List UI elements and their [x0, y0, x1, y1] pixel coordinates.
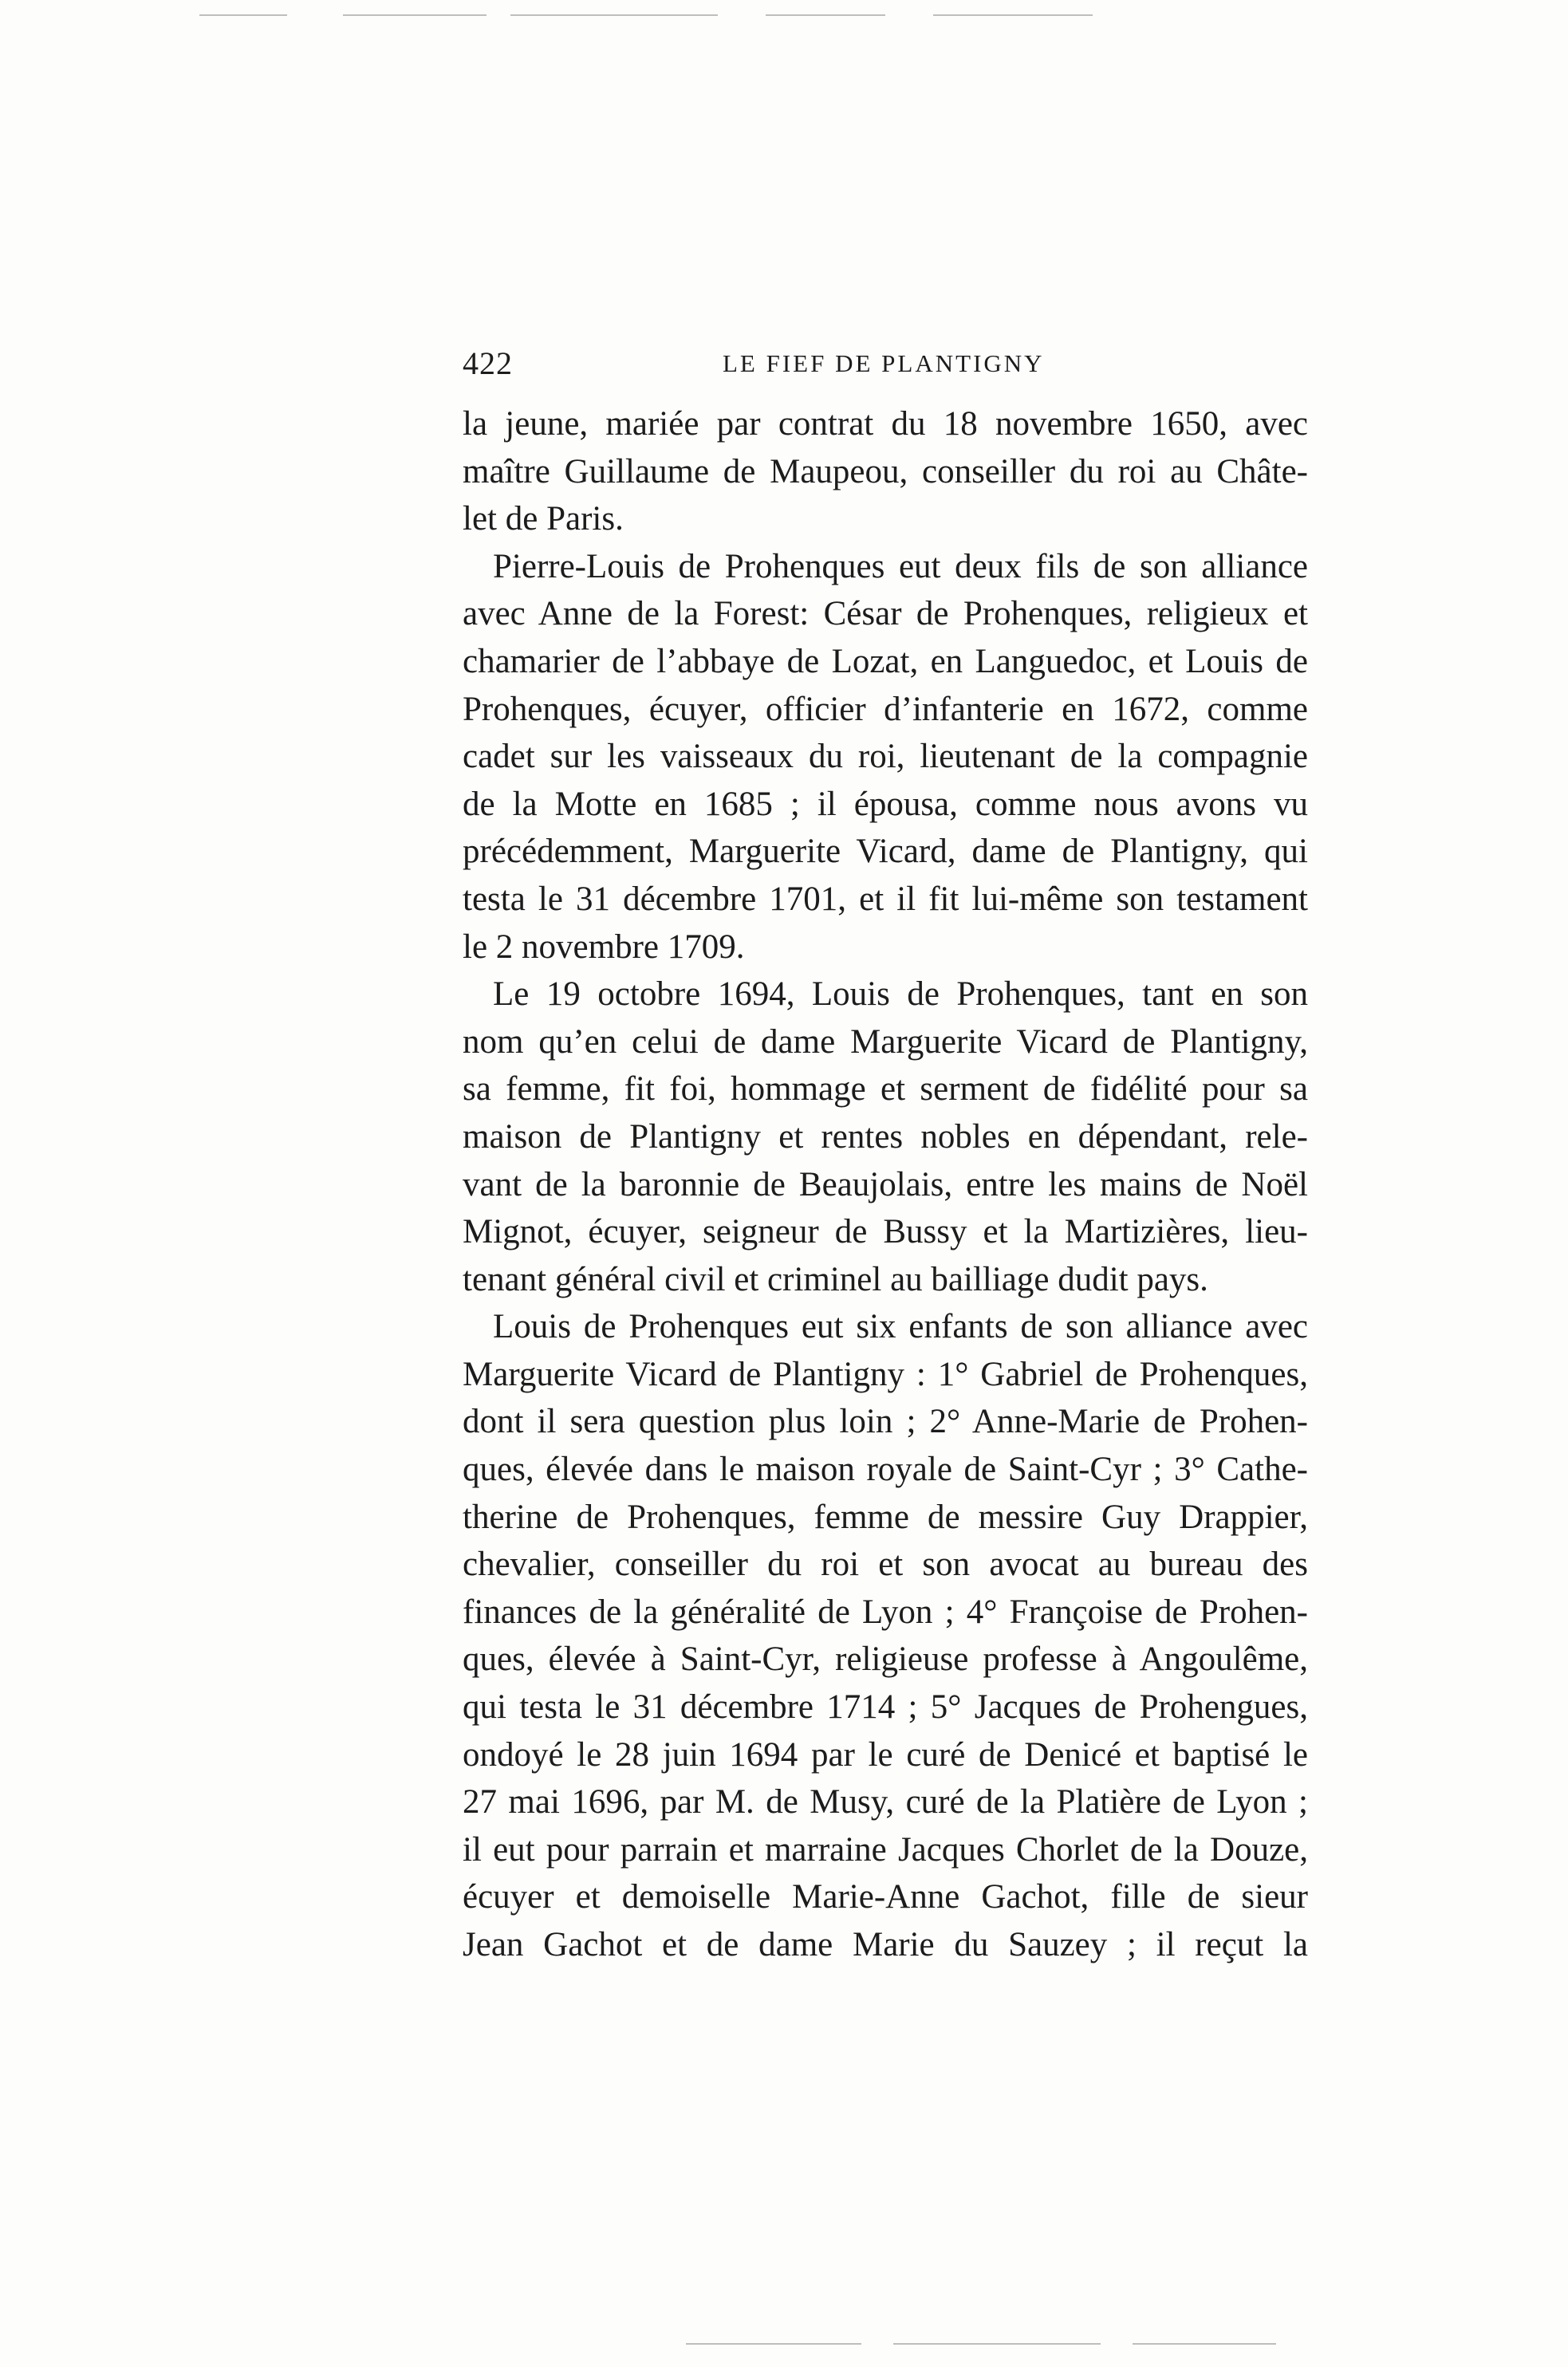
text-line: let de Paris.: [463, 500, 624, 538]
scan-mark-bottom: [1133, 2343, 1276, 2345]
scan-mark-top: [933, 14, 1093, 16]
text-line: maître Guillaume de Maupeou, conseiller du roi au Châte-: [463, 452, 1308, 490]
text-line: sa femme, fit foi, hommage et serment de fidélité pour sa: [463, 1070, 1308, 1109]
text-line: Jean Gachot et de dame Marie du Sauzey ; il reçut la: [463, 1926, 1308, 1963]
text-line: cadet sur les vaisseaux du roi, lieutenant de la compagnie: [463, 738, 1308, 776]
text-line: ondoyé le 28 juin 1694 par le curé de Denicé et baptisé le: [463, 1735, 1308, 1774]
text-line: dont il sera question plus loin ; 2° Anne-Marie de Prohen-: [463, 1403, 1308, 1441]
text-line: Pierre-Louis de Prohenques eut deux fils de son alliance: [493, 547, 1308, 585]
scan-mark-top: [343, 14, 487, 16]
text-line: qui testa le 31 décembre 1714 ; 5° Jacques de Prohengues,: [463, 1688, 1308, 1727]
text-line: maison de Plantigny et rentes nobles en dépendant, rele-: [463, 1117, 1308, 1156]
text-line: écuyer et demoiselle Marie-Anne Gachot, fille de sieur: [463, 1878, 1308, 1916]
text-line: chamarier de l’abbaye de Lozat, en Languedoc, et Louis de: [463, 642, 1308, 680]
text-line: Mignot, écuyer, seigneur de Bussy et la Martizières, lieu-: [463, 1213, 1308, 1251]
scan-mark-top: [510, 14, 718, 16]
text-line: Louis de Prohenques eut six enfants de son alliance avec: [493, 1308, 1308, 1346]
running-head: [463, 345, 1308, 392]
text-line: nom qu’en celui de dame Marguerite Vicard de Plantigny,: [463, 1022, 1308, 1061]
text-line: ques, élevée à Saint-Cyr, religieuse professe à Angoulême,: [463, 1640, 1308, 1679]
text-line: avec Anne de la Forest: César de Prohenques, religieux et: [463, 595, 1308, 633]
text-line: Marguerite Vicard de Plantigny : 1° Gabriel de Prohenques,: [463, 1355, 1308, 1393]
text-line: le 2 novembre 1709.: [463, 928, 745, 966]
scan-mark-bottom: [893, 2343, 1101, 2345]
scan-mark-top: [766, 14, 885, 16]
text-line: Prohenques, écuyer, officier d’infanterie en 1672, comme: [463, 690, 1308, 728]
page-number: 422: [463, 345, 513, 381]
text-line: précédemment, Marguerite Vicard, dame de Plantigny, qui: [463, 833, 1308, 871]
text-line: la jeune, mariée par contrat du 18 novembre 1650, avec: [463, 405, 1308, 443]
text-line: tenant général civil et criminel au bailliage dudit pays.: [463, 1260, 1208, 1298]
running-title: LE FIEF DE PLANTIGNY: [723, 349, 1045, 377]
text-line: chevalier, conseiller du roi et son avocat au bureau des: [463, 1546, 1308, 1584]
text-line: ques, élevée dans le maison royale de Saint-Cyr ; 3° Cathe-: [463, 1451, 1308, 1489]
text-line: testa le 31 décembre 1701, et il fit lui-même son testament: [463, 880, 1308, 918]
text-line: Le 19 octobre 1694, Louis de Prohenques, tant en son: [493, 975, 1308, 1014]
body-text: [463, 400, 1308, 1969]
text-line: therine de Prohenques, femme de messire Guy Drappier,: [463, 1498, 1308, 1536]
text-line: finances de la généralité de Lyon ; 4° Françoise de Prohen-: [463, 1593, 1308, 1631]
text-line: de la Motte en 1685 ; il épousa, comme nous avons vu: [463, 785, 1308, 823]
text-line: il eut pour parrain et marraine Jacques Chorlet de la Douze,: [463, 1830, 1308, 1869]
scan-mark-bottom: [686, 2343, 861, 2345]
text-line: 27 mai 1696, par M. de Musy, curé de la Platière de Lyon ;: [463, 1783, 1308, 1822]
text-line: vant de la baronnie de Beaujolais, entre les mains de Noël: [463, 1165, 1308, 1203]
scan-mark-top: [199, 14, 287, 16]
